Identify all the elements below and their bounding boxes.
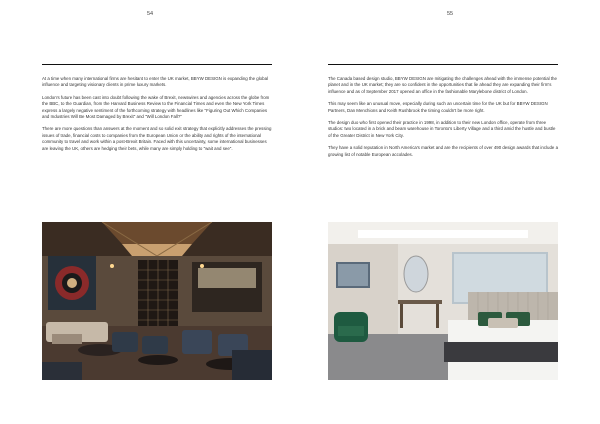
page-number: 54 [146,11,154,17]
divider-rule [42,64,272,65]
paragraph: There are more questions than answers at the moment and so solid exit strategy that explicitly addresses the pressing issues of trade, financial costs to companies from the European Union or the ability and rights of the international community to travel and work within a post-Brexit Britain. Faced with this uncertainty, some international businesses are leaving the UK, others are hedging their bets, while many are simply holding to "wait and see". [42,126,272,151]
paragraph: The design duo who first opened their practice in 1998, in addition to their new London office, operate from three studios: two located in a brick and beam warehouse in Toronto's Liberty Village and a third amid the hustle and bustle of the Greater District in New York City. [328,120,556,138]
paragraph: London's future has been cast into doubt following the wake of Brexit, newswires and agencies across the globe from the BBC, to the Guardian, from the Harvard Business Review to the Financial Times and even the New York Times express a largely negative sentiment of the forthcoming strategy with headlines like "Figuring Out Which Companies and Industries Will Be Most Damaged by Brexit" and "Will London Fall?" [42,94,270,120]
paragraph: At a time when many international firms are hesitant to enter the UK market, BBYW DESIGN is expanding the global influence and targeting visionary clients in prime luxury markets. [42,76,268,88]
page-number: 55 [446,11,454,17]
divider-rule [328,64,558,65]
right-page [300,0,600,424]
paragraph: The Canada based design studio, BBYW DESIGN are mitigating the challenges ahead with the immense potential the planet and in the UK market; they are so confident in the opportunities that lie ahead they are expanding their firm's influence and as of September 2017 opened an office in the fashionable Marylebone district of London. [328,76,557,94]
body-text [328,76,560,164]
body-text [42,76,274,158]
paragraph: They have a solid reputation in North America's market and are the recipients of over 490 design awards that include a growing list of notable European accolades. [328,145,559,157]
paragraph: This may seem like an unusual move, especially during such an uncertain time for the UK but for BBYW DESIGN Partners, Dan Menchions and Keith Rushbrook the timing couldn't be more right. [328,101,548,113]
lounge-photo [42,222,272,380]
bedroom-photo [328,222,558,380]
